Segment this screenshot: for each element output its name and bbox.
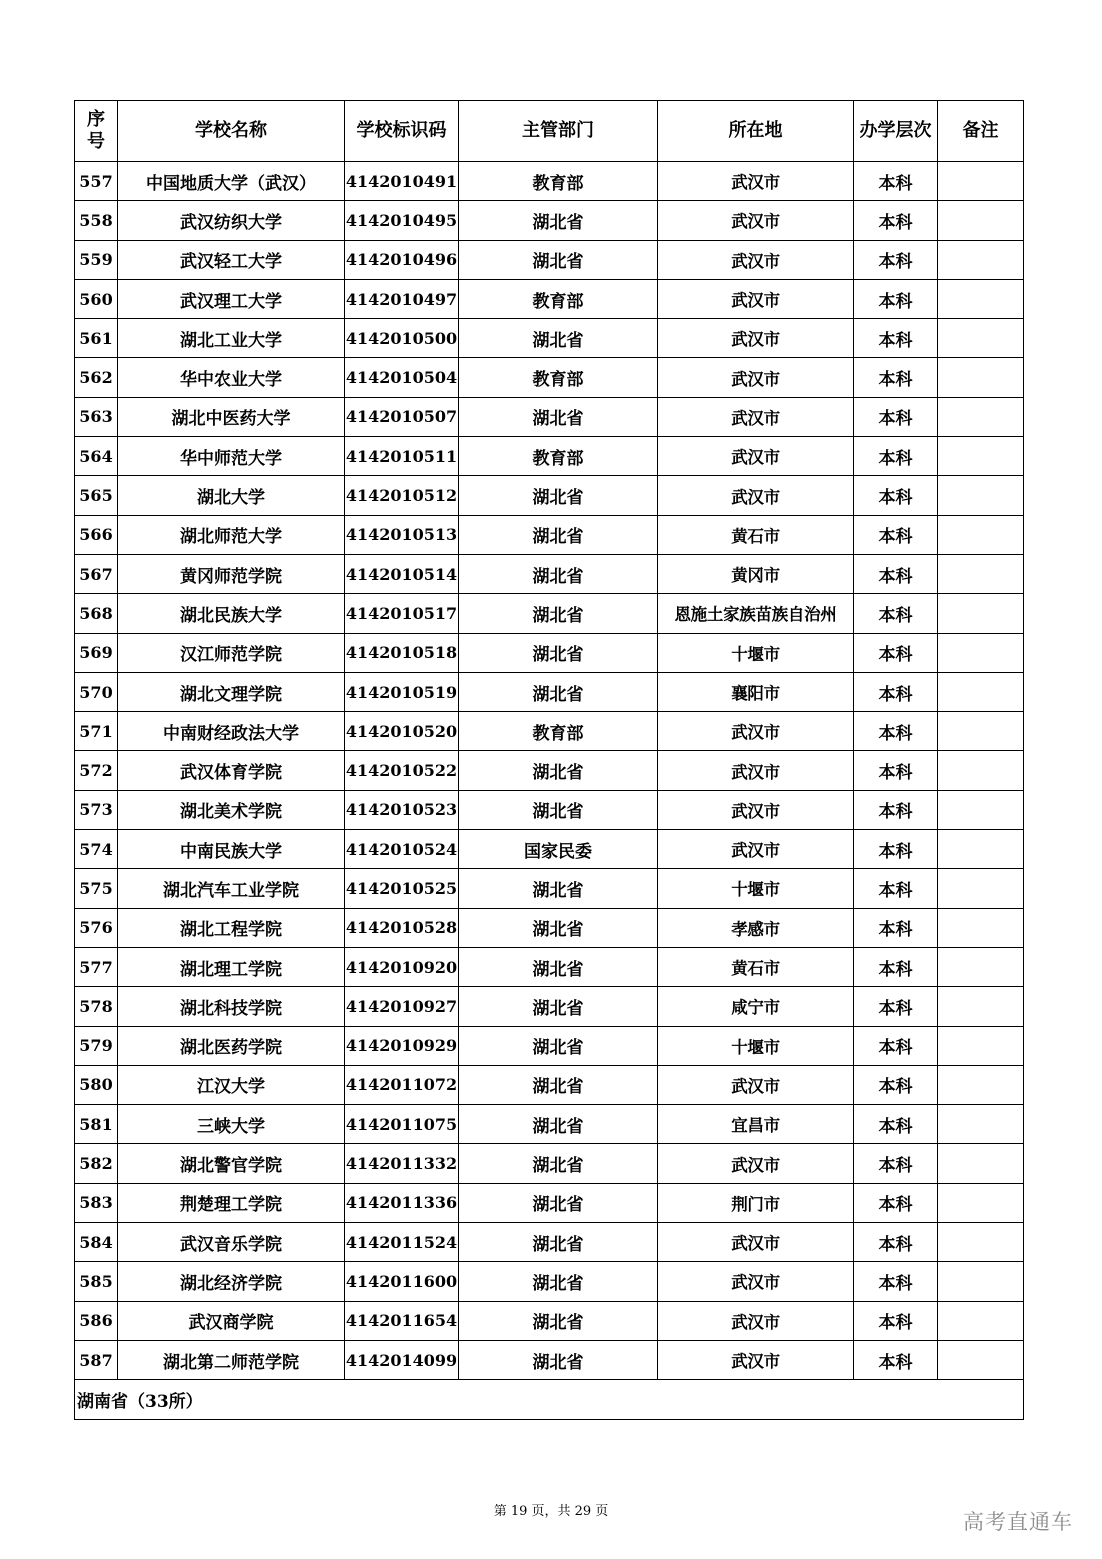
table-row xyxy=(75,1301,1024,1340)
cell-department: 湖北省 xyxy=(459,1105,658,1144)
cell-department: 湖北省 xyxy=(459,1026,658,1065)
cell-level: 本科 xyxy=(854,279,938,318)
table-row xyxy=(75,751,1024,790)
cell-school-name: 华中师范大学 xyxy=(118,437,345,476)
cell-school-code: 4142010528 xyxy=(345,908,459,947)
cell-location: 武汉市 xyxy=(658,437,854,476)
table-row xyxy=(75,279,1024,318)
cell-school-name: 湖北工业大学 xyxy=(118,319,345,358)
table-row xyxy=(75,1026,1024,1065)
cell-department: 湖北省 xyxy=(459,397,658,436)
cell-location: 武汉市 xyxy=(658,1340,854,1379)
cell-location: 武汉市 xyxy=(658,397,854,436)
cell-school-code: 4142010523 xyxy=(345,790,459,829)
cell-seq: 558 xyxy=(75,201,118,240)
cell-seq: 578 xyxy=(75,987,118,1026)
cell-school-code: 4142010920 xyxy=(345,947,459,986)
cell-school-code: 4142011072 xyxy=(345,1065,459,1104)
cell-location: 黄石市 xyxy=(658,947,854,986)
cell-location: 武汉市 xyxy=(658,201,854,240)
cell-department: 湖北省 xyxy=(459,908,658,947)
cell-location: 武汉市 xyxy=(658,358,854,397)
cell-level: 本科 xyxy=(854,358,938,397)
cell-school-name: 湖北理工学院 xyxy=(118,947,345,986)
cell-department: 湖北省 xyxy=(459,633,658,672)
cell-school-name: 荆楚理工学院 xyxy=(118,1183,345,1222)
cell-note xyxy=(938,1223,1024,1262)
cell-school-code: 4142010500 xyxy=(345,319,459,358)
cell-department: 湖北省 xyxy=(459,947,658,986)
cell-school-code: 4142010522 xyxy=(345,751,459,790)
cell-seq: 562 xyxy=(75,358,118,397)
cell-seq: 563 xyxy=(75,397,118,436)
cell-location: 武汉市 xyxy=(658,319,854,358)
table-row xyxy=(75,201,1024,240)
table-row xyxy=(75,1065,1024,1104)
cell-seq: 570 xyxy=(75,672,118,711)
cell-school-code: 4142010504 xyxy=(345,358,459,397)
cell-location: 黄石市 xyxy=(658,515,854,554)
cell-school-code: 4142010514 xyxy=(345,554,459,593)
cell-location: 黄冈市 xyxy=(658,554,854,593)
table-row xyxy=(75,358,1024,397)
cell-level: 本科 xyxy=(854,672,938,711)
table-row xyxy=(75,1144,1024,1183)
cell-location: 武汉市 xyxy=(658,1065,854,1104)
cell-school-code: 4142010520 xyxy=(345,712,459,751)
cell-level: 本科 xyxy=(854,1105,938,1144)
cell-department: 湖北省 xyxy=(459,1144,658,1183)
cell-seq: 564 xyxy=(75,437,118,476)
cell-department: 湖北省 xyxy=(459,751,658,790)
cell-level: 本科 xyxy=(854,554,938,593)
cell-note xyxy=(938,515,1024,554)
section-row xyxy=(75,1380,1024,1420)
header-code: 学校标识码 xyxy=(345,101,459,162)
cell-seq: 582 xyxy=(75,1144,118,1183)
cell-level: 本科 xyxy=(854,1065,938,1104)
cell-location: 武汉市 xyxy=(658,790,854,829)
cell-seq: 580 xyxy=(75,1065,118,1104)
cell-note xyxy=(938,869,1024,908)
cell-note xyxy=(938,790,1024,829)
table-row xyxy=(75,437,1024,476)
section-label: 湖南省（33所） xyxy=(75,1380,1024,1420)
cell-school-code: 4142011336 xyxy=(345,1183,459,1222)
cell-location: 武汉市 xyxy=(658,1223,854,1262)
cell-note xyxy=(938,908,1024,947)
cell-location: 咸宁市 xyxy=(658,987,854,1026)
cell-note xyxy=(938,162,1024,201)
cell-location: 武汉市 xyxy=(658,830,854,869)
cell-location: 孝感市 xyxy=(658,908,854,947)
cell-level: 本科 xyxy=(854,908,938,947)
cell-location: 武汉市 xyxy=(658,751,854,790)
table-body xyxy=(75,162,1024,1420)
cell-seq: 573 xyxy=(75,790,118,829)
cell-school-name: 武汉音乐学院 xyxy=(118,1223,345,1262)
cell-school-code: 4142011075 xyxy=(345,1105,459,1144)
table-row xyxy=(75,554,1024,593)
cell-seq: 577 xyxy=(75,947,118,986)
cell-school-name: 湖北经济学院 xyxy=(118,1262,345,1301)
cell-note xyxy=(938,830,1024,869)
cell-note xyxy=(938,1301,1024,1340)
table-row xyxy=(75,1223,1024,1262)
table-row xyxy=(75,672,1024,711)
cell-school-name: 华中农业大学 xyxy=(118,358,345,397)
cell-note xyxy=(938,240,1024,279)
cell-department: 湖北省 xyxy=(459,319,658,358)
cell-department: 湖北省 xyxy=(459,1340,658,1379)
cell-seq: 585 xyxy=(75,1262,118,1301)
cell-department: 湖北省 xyxy=(459,1065,658,1104)
cell-location: 武汉市 xyxy=(658,162,854,201)
cell-location: 武汉市 xyxy=(658,1301,854,1340)
table-row xyxy=(75,1105,1024,1144)
cell-school-code: 4142010519 xyxy=(345,672,459,711)
cell-note xyxy=(938,319,1024,358)
cell-level: 本科 xyxy=(854,162,938,201)
cell-seq: 566 xyxy=(75,515,118,554)
cell-school-name: 湖北第二师范学院 xyxy=(118,1340,345,1379)
table-header xyxy=(75,101,1024,162)
cell-school-name: 湖北汽车工业学院 xyxy=(118,869,345,908)
table-row xyxy=(75,947,1024,986)
cell-school-code: 4142010491 xyxy=(345,162,459,201)
cell-school-name: 中南财经政法大学 xyxy=(118,712,345,751)
cell-school-code: 4142010495 xyxy=(345,201,459,240)
cell-seq: 586 xyxy=(75,1301,118,1340)
cell-school-code: 4142010525 xyxy=(345,869,459,908)
cell-seq: 583 xyxy=(75,1183,118,1222)
cell-note xyxy=(938,987,1024,1026)
table-row xyxy=(75,790,1024,829)
header-seq xyxy=(75,101,118,162)
cell-level: 本科 xyxy=(854,397,938,436)
cell-location: 武汉市 xyxy=(658,1262,854,1301)
cell-department: 湖北省 xyxy=(459,594,658,633)
cell-note xyxy=(938,1065,1024,1104)
cell-department: 教育部 xyxy=(459,358,658,397)
cell-note xyxy=(938,437,1024,476)
cell-note xyxy=(938,1105,1024,1144)
cell-seq: 572 xyxy=(75,751,118,790)
cell-department: 教育部 xyxy=(459,437,658,476)
cell-department: 湖北省 xyxy=(459,554,658,593)
table-row xyxy=(75,712,1024,751)
cell-school-name: 湖北师范大学 xyxy=(118,515,345,554)
table-row xyxy=(75,908,1024,947)
cell-level: 本科 xyxy=(854,947,938,986)
cell-school-code: 4142010517 xyxy=(345,594,459,633)
cell-school-code: 4142010511 xyxy=(345,437,459,476)
table-row xyxy=(75,1183,1024,1222)
cell-school-code: 4142010497 xyxy=(345,279,459,318)
cell-school-code: 4142011332 xyxy=(345,1144,459,1183)
cell-school-name: 湖北警官学院 xyxy=(118,1144,345,1183)
header-name: 学校名称 xyxy=(118,101,345,162)
cell-school-code: 4142011654 xyxy=(345,1301,459,1340)
table-row xyxy=(75,1340,1024,1379)
cell-school-code: 4142010496 xyxy=(345,240,459,279)
cell-department: 湖北省 xyxy=(459,1183,658,1222)
cell-level: 本科 xyxy=(854,319,938,358)
cell-note xyxy=(938,751,1024,790)
cell-school-name: 武汉纺织大学 xyxy=(118,201,345,240)
table-row xyxy=(75,162,1024,201)
cell-school-name: 湖北科技学院 xyxy=(118,987,345,1026)
table-row xyxy=(75,869,1024,908)
cell-note xyxy=(938,672,1024,711)
cell-location: 荆门市 xyxy=(658,1183,854,1222)
cell-location: 十堰市 xyxy=(658,869,854,908)
institutions-table xyxy=(74,100,1024,1420)
cell-note xyxy=(938,947,1024,986)
cell-department: 湖北省 xyxy=(459,476,658,515)
cell-school-name: 湖北文理学院 xyxy=(118,672,345,711)
cell-department: 湖北省 xyxy=(459,515,658,554)
header-dept: 主管部门 xyxy=(459,101,658,162)
cell-level: 本科 xyxy=(854,751,938,790)
cell-level: 本科 xyxy=(854,476,938,515)
cell-level: 本科 xyxy=(854,987,938,1026)
cell-department: 湖北省 xyxy=(459,1262,658,1301)
cell-note xyxy=(938,476,1024,515)
watermark-logo: 高考直通车 xyxy=(963,1510,1073,1534)
cell-level: 本科 xyxy=(854,712,938,751)
cell-seq: 579 xyxy=(75,1026,118,1065)
cell-school-name: 武汉体育学院 xyxy=(118,751,345,790)
cell-seq: 559 xyxy=(75,240,118,279)
header-seq-text: 序 号 xyxy=(87,109,105,152)
cell-department: 湖北省 xyxy=(459,987,658,1026)
cell-location: 武汉市 xyxy=(658,240,854,279)
cell-seq: 568 xyxy=(75,594,118,633)
cell-department: 湖北省 xyxy=(459,869,658,908)
cell-department: 湖北省 xyxy=(459,1223,658,1262)
cell-location: 宜昌市 xyxy=(658,1105,854,1144)
table-row xyxy=(75,633,1024,672)
table-row xyxy=(75,987,1024,1026)
cell-school-name: 湖北医药学院 xyxy=(118,1026,345,1065)
header-level: 办学层次 xyxy=(854,101,938,162)
cell-seq: 571 xyxy=(75,712,118,751)
cell-school-name: 三峡大学 xyxy=(118,1105,345,1144)
table-row xyxy=(75,319,1024,358)
page-footer: 第 19 页，共 29 页 xyxy=(493,1504,609,1519)
cell-level: 本科 xyxy=(854,240,938,279)
cell-level: 本科 xyxy=(854,1223,938,1262)
cell-department: 湖北省 xyxy=(459,790,658,829)
cell-department: 湖北省 xyxy=(459,240,658,279)
cell-note xyxy=(938,1144,1024,1183)
cell-note xyxy=(938,712,1024,751)
cell-school-name: 中国地质大学（武汉） xyxy=(118,162,345,201)
cell-school-code: 4142010524 xyxy=(345,830,459,869)
cell-school-name: 湖北中医药大学 xyxy=(118,397,345,436)
cell-department: 教育部 xyxy=(459,279,658,318)
cell-note xyxy=(938,201,1024,240)
cell-seq: 557 xyxy=(75,162,118,201)
cell-school-name: 武汉理工大学 xyxy=(118,279,345,318)
cell-school-name: 中南民族大学 xyxy=(118,830,345,869)
cell-level: 本科 xyxy=(854,1262,938,1301)
cell-seq: 581 xyxy=(75,1105,118,1144)
cell-level: 本科 xyxy=(854,1026,938,1065)
cell-level: 本科 xyxy=(854,633,938,672)
cell-school-code: 4142011600 xyxy=(345,1262,459,1301)
cell-level: 本科 xyxy=(854,437,938,476)
cell-location: 十堰市 xyxy=(658,1026,854,1065)
cell-school-code: 4142010507 xyxy=(345,397,459,436)
cell-seq: 560 xyxy=(75,279,118,318)
cell-seq: 565 xyxy=(75,476,118,515)
cell-department: 湖北省 xyxy=(459,1301,658,1340)
table-row xyxy=(75,1262,1024,1301)
cell-note xyxy=(938,633,1024,672)
header-row xyxy=(75,101,1024,162)
cell-note xyxy=(938,1262,1024,1301)
cell-department: 湖北省 xyxy=(459,201,658,240)
cell-level: 本科 xyxy=(854,201,938,240)
cell-note xyxy=(938,397,1024,436)
cell-seq: 561 xyxy=(75,319,118,358)
cell-location: 襄阳市 xyxy=(658,672,854,711)
cell-level: 本科 xyxy=(854,869,938,908)
cell-seq: 584 xyxy=(75,1223,118,1262)
cell-school-code: 4142010927 xyxy=(345,987,459,1026)
cell-level: 本科 xyxy=(854,1144,938,1183)
cell-school-code: 4142010513 xyxy=(345,515,459,554)
header-note: 备注 xyxy=(938,101,1024,162)
cell-note xyxy=(938,1183,1024,1222)
cell-school-name: 黄冈师范学院 xyxy=(118,554,345,593)
cell-note xyxy=(938,279,1024,318)
cell-department: 国家民委 xyxy=(459,830,658,869)
cell-school-code: 4142010512 xyxy=(345,476,459,515)
cell-level: 本科 xyxy=(854,515,938,554)
cell-school-name: 武汉轻工大学 xyxy=(118,240,345,279)
cell-note xyxy=(938,1340,1024,1379)
cell-school-name: 湖北工程学院 xyxy=(118,908,345,947)
cell-school-code: 4142011524 xyxy=(345,1223,459,1262)
cell-seq: 575 xyxy=(75,869,118,908)
cell-level: 本科 xyxy=(854,830,938,869)
cell-department: 教育部 xyxy=(459,712,658,751)
cell-level: 本科 xyxy=(854,1340,938,1379)
cell-level: 本科 xyxy=(854,1183,938,1222)
table-row xyxy=(75,476,1024,515)
table-row xyxy=(75,515,1024,554)
cell-school-name: 武汉商学院 xyxy=(118,1301,345,1340)
cell-seq: 587 xyxy=(75,1340,118,1379)
cell-level: 本科 xyxy=(854,790,938,829)
cell-seq: 567 xyxy=(75,554,118,593)
cell-seq: 569 xyxy=(75,633,118,672)
cell-school-code: 4142010518 xyxy=(345,633,459,672)
cell-school-name: 湖北美术学院 xyxy=(118,790,345,829)
cell-location: 十堰市 xyxy=(658,633,854,672)
cell-note xyxy=(938,554,1024,593)
cell-location: 武汉市 xyxy=(658,712,854,751)
cell-note xyxy=(938,1026,1024,1065)
table-row xyxy=(75,594,1024,633)
cell-note xyxy=(938,594,1024,633)
cell-school-name: 汉江师范学院 xyxy=(118,633,345,672)
cell-level: 本科 xyxy=(854,1301,938,1340)
cell-location: 武汉市 xyxy=(658,476,854,515)
cell-seq: 574 xyxy=(75,830,118,869)
cell-level: 本科 xyxy=(854,594,938,633)
cell-school-code: 4142014099 xyxy=(345,1340,459,1379)
table-row xyxy=(75,397,1024,436)
cell-location: 武汉市 xyxy=(658,279,854,318)
cell-seq: 576 xyxy=(75,908,118,947)
cell-department: 湖北省 xyxy=(459,672,658,711)
header-location: 所在地 xyxy=(658,101,854,162)
table-row xyxy=(75,830,1024,869)
cell-location: 恩施土家族苗族自治州 xyxy=(658,594,854,633)
cell-school-name: 江汉大学 xyxy=(118,1065,345,1104)
cell-school-name: 湖北民族大学 xyxy=(118,594,345,633)
cell-school-code: 4142010929 xyxy=(345,1026,459,1065)
cell-department: 教育部 xyxy=(459,162,658,201)
cell-location: 武汉市 xyxy=(658,1144,854,1183)
cell-school-name: 湖北大学 xyxy=(118,476,345,515)
table-row xyxy=(75,240,1024,279)
cell-note xyxy=(938,358,1024,397)
